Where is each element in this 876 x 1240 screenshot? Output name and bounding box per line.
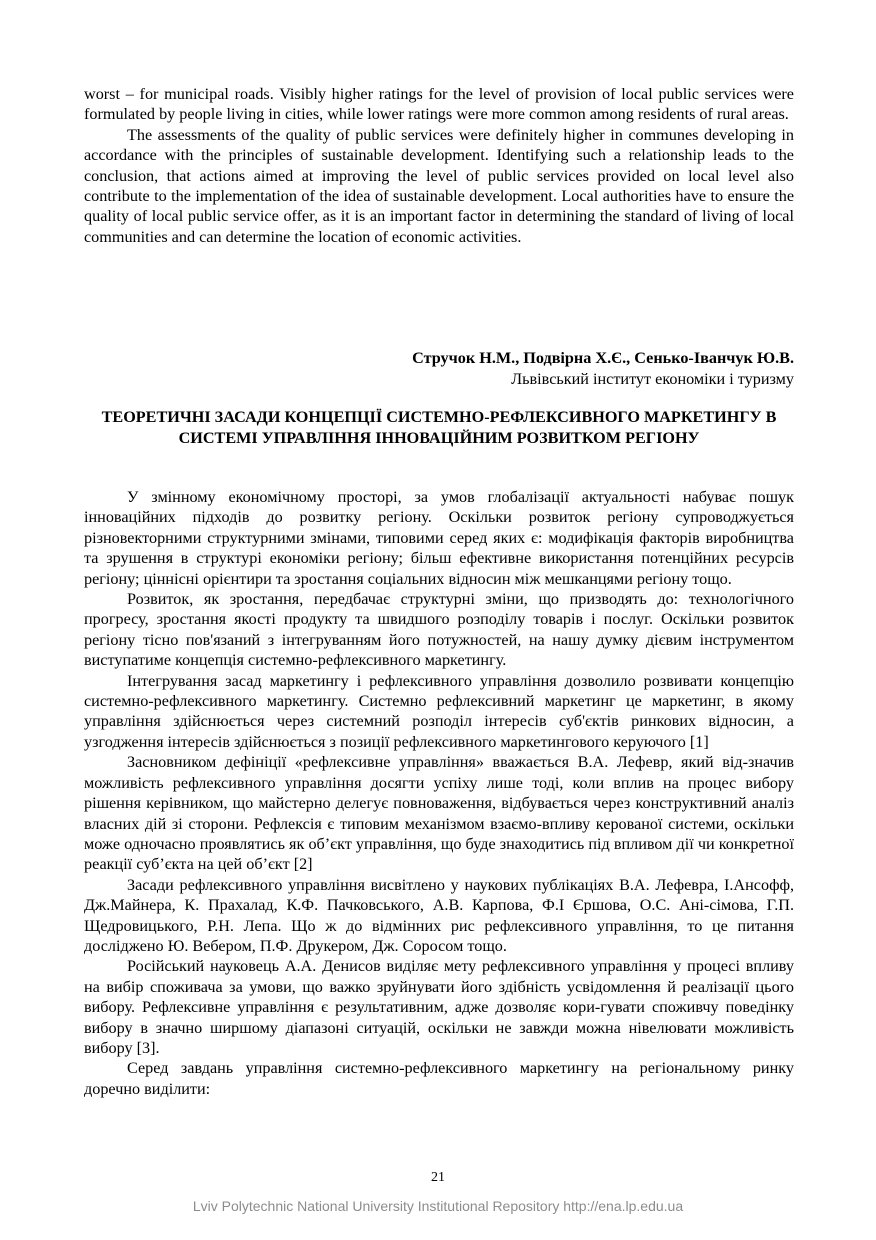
- paragraph: Засновником дефініції «рефлексивне управління» вважається В.А. Лефевр, який від-значив можливість рефлексивного управління досягти успіху лише тоді, коли вплив на процес вибору рішення керівником, що майстерно делегує повноваження, відбувається через конструктивний аналіз власних дій зі сторони. Рефлексія є типовим механізмом взаємо-впливу керованої системи, оскільки може одночасно проявлятись як об’єкт управління, що буде знаходитись під впливом дії чи конкретної реакції суб’єкта на цей об’єкт [2]: [84, 753, 794, 874]
- author-block: [194, 348, 794, 390]
- paragraph: Російський науковець А.А. Денисов виділяє мету рефлексивного управління у процесі впливу на вибір споживача за умови, що важко зруйнувати його здібність усвідомлення й реалізації цього вибору. Рефлексивне управління є результативним, адже дозволяє кори-гувати споживчу поведінку вибору в значно ширшому діапазоні ситуацій, оскільки не завжди можна нівелювати можливість вибору [3].: [84, 957, 794, 1057]
- paragraph: Серед завдань управління системно-рефлексивного маркетингу на регіональному ринку доречно виділити:: [84, 1059, 794, 1098]
- paragraph: Інтегрування засад маркетингу і рефлексивного управління дозволило розвивати концепцію системно-рефлексивного маркетингу. Системно рефлексивний маркетинг це маркетинг, в якому управління здійснюється через системний розподіл інтересів суб'єктів ринкових відносин, а узгодження інтересів здійснюється з позиції рефлексивного маркетингового керуючого [1]: [84, 671, 794, 751]
- article-title: ТЕОРЕТИЧНІ ЗАСАДИ КОНЦЕПЦІЇ СИСТЕМНО-РЕФЛЕКСИВНОГО МАРКЕТИНГУ В СИСТЕМІ УПРАВЛІННЯ ІННОВАЦІЙНИМ РОЗВИТКОМ РЕГІОНУ: [101, 408, 777, 447]
- article-body: [84, 487, 794, 1099]
- paragraph: Розвиток, як зростання, передбачає структурні зміни, що призводять до: технологічного прогресу, зростання якості продукту та швидшого розподілу товарів і послуг. Оскільки розвиток регіону тісно пов'язаний з інтегруванням його потужностей, на нашу думку дієвим інструментом виступатиме концепція системно-рефлексивного маркетингу.: [84, 590, 794, 670]
- paragraph: The assessments of the quality of public services were definitely higher in communes developing in accordance with the principles of sustainable development. Identifying such a relationship leads to the conclusion, that actions aimed at improving the level of public services provided on local level also contribute to the implementation of the idea of sustainable development. Local authorities have to ensure the quality of local public service offer, as it is an important factor in determining the standard of living of local communities and can determine the location of economic activities.: [84, 125, 794, 246]
- paragraph: У змінному економічному просторі, за умов глобалізації актуальності набуває пошук інноваційних підходів до розвитку регіону. Оскільки розвиток регіону супроводжується різновекторними структурними змінами, типовими серед яких є: модифікація факторів виробництва та зрушення в структурі економіки регіону; більш ефективне використання потенційних ресурсів регіону; ціннісні орієнтири та зростання соціальних відносин між мешканцями регіону тощо.: [84, 488, 794, 588]
- paragraph: worst – for municipal roads. Visibly higher ratings for the level of provision of local public services were formulated by people living in cities, while lower ratings were more common among residents of rural areas.: [84, 85, 794, 124]
- authors: Стручок Н.М., Подвірна Х.Є., Сенько-Іванчук Ю.В.: [412, 349, 794, 367]
- page-number: 21: [431, 1170, 445, 1185]
- affiliation: Львівський інститут економіки і туризму: [511, 370, 794, 388]
- previous-article-text: [84, 84, 794, 247]
- repository-footer[interactable]: Lviv Polytechnic National University Institutional Repository http://ena.lp.edu.ua: [192, 1198, 684, 1214]
- paragraph: Засади рефлексивного управління висвітлено у наукових публікаціях В.А. Лефевра, І.Ансофф, Дж.Майнера, К. Прахалад, К.Ф. Пачковського, А.В. Карпова, Ф.І Єршова, О.С. Ані-сімова, Г.П. Щедровицького, Р.Н. Лепа. Що ж до відмінних рис рефлексивного управління, то це питання досліджено Ю. Вебером, П.Ф. Друкером, Дж. Соросом тощо.: [84, 875, 794, 955]
